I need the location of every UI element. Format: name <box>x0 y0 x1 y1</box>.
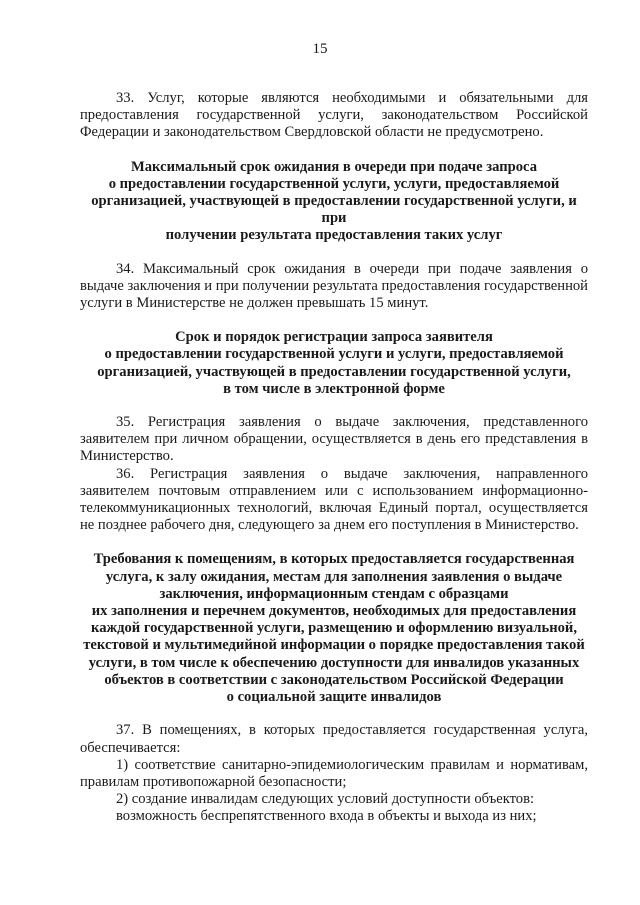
heading-line: услуга, к залу ожидания, местам для заполнения заявления о выдаче <box>105 568 563 585</box>
paragraph-37: 37. В помещениях, в которых предоставляется государственная услуга, обеспечивается: <box>80 722 588 756</box>
heading-line: каждой государственной услуги, размещению и оформлению визуальной, <box>91 620 577 637</box>
spacer <box>80 534 588 551</box>
heading-line: получении результата предоставления таких услуг <box>165 227 503 244</box>
spacer <box>80 142 588 159</box>
page-number: 15 <box>312 41 328 57</box>
heading-line: Требования к помещениям, в которых предоставляется государственная <box>93 551 575 568</box>
section-heading-registration <box>80 329 588 398</box>
heading-line: объектов в соответствии с законодательством Российской Федерации <box>104 671 564 688</box>
paragraph-36: 36. Регистрация заявления о выдаче заключения, направленного заявителем почтовым отправлением или с использованием информационно-телекоммуникационных технологий, включая Единый портал, осуществляется не позднее рабочего дня, следующего за днем его поступления в Министерство. <box>80 465 588 534</box>
heading-line: организацией, участвующей в предоставлении государственной услуги, <box>97 363 571 380</box>
heading-line: о социальной защите инвалидов <box>226 689 442 706</box>
document-body <box>80 90 588 826</box>
heading-line: текстовой и мультимедийной информации о порядке предоставления такой <box>83 637 585 654</box>
heading-line: о предоставлении государственной услуги, услуги, предоставляемой <box>108 175 560 192</box>
paragraph-37-item-2-line: возможность беспрепятственного входа в объекты и выхода из них; <box>116 808 537 825</box>
spacer <box>80 706 588 722</box>
section-heading-max-wait-time <box>80 159 588 245</box>
paragraph-34: 34. Максимальный срок ожидания в очереди при подаче заявления о выдаче заключения и при получении результата предоставления государственной услуги в Министерстве не должен превышать 15 минут. <box>80 260 588 312</box>
heading-line: в том числе в электронной форме <box>223 380 445 397</box>
heading-line: их заполнения и перечнем документов, необходимых для предоставления <box>91 603 577 620</box>
spacer <box>80 398 588 414</box>
paragraph-37-item-1: 1) соответствие санитарно-эпидемиологическим правилам и нормативам, правилам противопожарной безопасности; <box>80 756 588 790</box>
paragraph-37-item-2: 2) создание инвалидам следующих условий доступности объектов: <box>116 791 535 808</box>
heading-line: Срок и порядок регистрации запроса заявителя <box>175 329 493 346</box>
heading-line: заключения, информационным стендам с образцами <box>159 585 509 602</box>
heading-line: организацией, участвующей в предоставлении государственной услуги, и при <box>91 193 577 227</box>
paragraph-35: 35. Регистрация заявления о выдаче заключения, представленного заявителем при личном обращении, осуществляется в день его представления в Министерство. <box>80 414 588 465</box>
paragraph-33: 33. Услуг, которые являются необходимыми и обязательными для предоставления государственной услуги, законодательством Российской Федерации и законодательством Свердловской области не предусмотрено. <box>80 90 588 141</box>
spacer <box>80 312 588 329</box>
section-heading-premises-requirements <box>80 551 588 706</box>
heading-line: о предоставлении государственной услуги и услуги, предоставляемой <box>104 346 564 363</box>
heading-line: Максимальный срок ожидания в очереди при подаче запроса <box>130 158 537 175</box>
spacer <box>80 245 588 261</box>
heading-line: услуги, в том числе к обеспечению доступности для инвалидов указанных <box>88 654 580 671</box>
